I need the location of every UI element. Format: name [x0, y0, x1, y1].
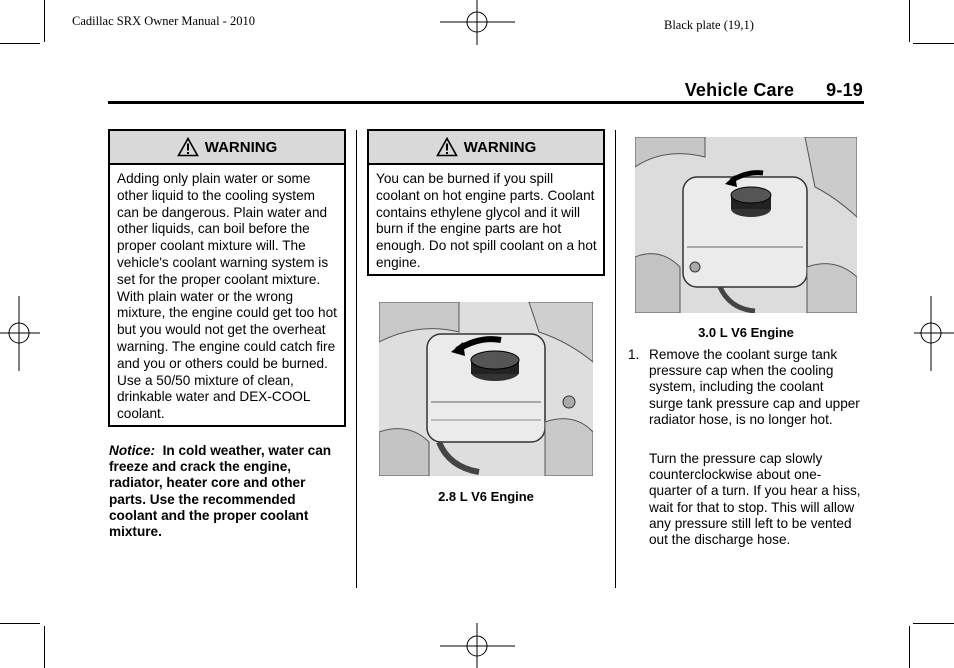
manual-title: Cadillac SRX Owner Manual - 2010	[72, 14, 255, 28]
crop-mark-top-right-v	[909, 0, 910, 42]
warning-body: Adding only plain water or some other liquid to the cooling system can be dangerous. Plain water and other liquids, can boil before the proper coolant mixture will. The vehicle's coolant warning system is set for the proper coolant mixture. With plain water or the wrong mixture, the engine could get too hot but you would not get the overheat warning. The engine could catch fire and you or others could be burned. Use a 50/50 mixture of clean, drinkable water and DEX-COOL coolant.	[117, 171, 337, 422]
registration-mark-bottom-icon	[440, 623, 515, 668]
step-1-text: Remove the coolant surge tank pressure cap when the cooling system, including the coolant surge tank pressure cap and upper radiator hose, is no longer hot.	[649, 347, 860, 427]
figure-caption-30: 3.0 L V6 Engine	[698, 325, 794, 340]
crop-mark-top-right-h	[913, 43, 954, 44]
step-number: 1.	[628, 347, 640, 362]
notice-label: Notice:	[109, 443, 156, 458]
crop-mark-top-left-h	[0, 43, 40, 44]
warning-triangle-icon	[177, 137, 199, 157]
warning-box-burn	[367, 129, 605, 276]
figure-caption-28: 2.8 L V6 Engine	[438, 489, 534, 504]
page-number: 9-19	[826, 80, 863, 100]
column-divider-1	[356, 130, 357, 588]
notice-paragraph	[109, 443, 345, 540]
crop-mark-bottom-right-h	[913, 623, 954, 624]
registration-mark-right-icon	[914, 296, 954, 371]
warning-title: WARNING	[463, 138, 537, 156]
crop-mark-top-left-v	[44, 0, 45, 42]
warning-header	[110, 131, 344, 165]
section-title: Vehicle Care	[684, 80, 795, 100]
notice-text: In cold weather, water can freeze and crack the engine, radiator, heater core and other parts. Use the recommended coolant and the proper coolant mixture.	[109, 443, 332, 540]
engine-illustration-30	[635, 137, 857, 313]
header-rule	[108, 101, 864, 104]
warning-triangle-icon	[436, 137, 458, 157]
warning-title: WARNING	[204, 138, 278, 156]
warning-box-cooling	[108, 129, 346, 427]
section-header	[685, 80, 863, 101]
registration-mark-top-icon	[440, 0, 515, 45]
warning-header	[369, 131, 603, 165]
crop-mark-bottom-right-v	[909, 626, 910, 668]
column-divider-2	[615, 130, 616, 588]
step-1-continuation: Turn the pressure cap slowly counterclockwise about one-quarter of a turn. If you hear a hiss, wait for that to stop. This will allow any pressure still left to be vented out the discharge hose.	[649, 451, 861, 548]
plate-label: Black plate (19,1)	[664, 18, 754, 32]
warning-body: You can be burned if you spill coolant on hot engine parts. Coolant contains ethylene glycol and it will burn if the engine parts are hot enough. Do not spill coolant on a hot engine.	[376, 171, 597, 270]
engine-illustration-28	[379, 302, 593, 476]
crop-mark-bottom-left-h	[0, 623, 40, 624]
crop-mark-bottom-left-v	[44, 626, 45, 668]
registration-mark-left-icon	[0, 296, 40, 371]
